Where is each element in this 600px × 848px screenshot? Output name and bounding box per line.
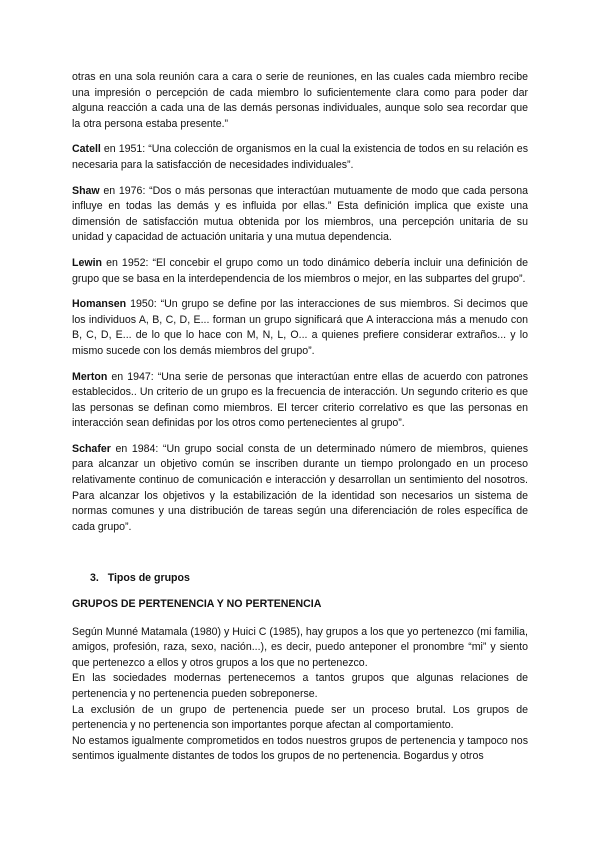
author-name: Lewin: [72, 256, 103, 269]
definition-lewin: [72, 256, 528, 287]
body-paragraph: La exclusión de un grupo de pertenencia puede ser un proceso brutal. Los grupos de pertenencia y no pertenencia son importantes porque afectan al comportamiento.: [72, 703, 528, 732]
body-paragraph: No estamos igualmente comprometidos en todos nuestros grupos de pertenencia y tampoco nos sentimos igualmente distantes de todos los grupos de no pertenencia. Bogardus y otros: [72, 734, 528, 763]
author-name: Merton: [72, 370, 108, 383]
definition-schafer: [72, 442, 528, 536]
definition-text: en 1952: “El concebir el grupo como un todo dinámico debería incluir una definición de grupo que se basa en la interdependencia de los miembros o mejor, en las subpartes del grupo”.: [72, 256, 528, 285]
author-name: Shaw: [72, 184, 100, 197]
subsection-title: GRUPOS DE PERTENENCIA Y NO PERTENENCIA: [72, 598, 322, 611]
author-name: Catell: [72, 143, 101, 156]
body-paragraph: En las sociedades modernas pertenecemos a tantos grupos que algunas relaciones de pertenencia y no pertenencia pueden sobreponerse.: [72, 672, 528, 700]
intro-paragraph: otras en una sola reunión cara a cara o serie de reuniones, en las cuales cada miembro recibe una impresión o percepción de cada miembro lo suficientemente clara como para poder dar alguna reacción a cada una de las demás personas individuales, aunque solo sea recordar que la otra persona estaba presente.”: [72, 71, 528, 130]
section-heading: [72, 571, 528, 587]
definition-merton: [72, 370, 528, 432]
definition-catell: [72, 142, 528, 173]
author-name: Homansen: [72, 298, 127, 311]
section-title: Tipos de grupos: [107, 572, 190, 585]
definition-shaw: [72, 184, 528, 246]
definition-text: en 1951: “Una colección de organismos en la cual la existencia de todos en su relación es necesaria para la satisfacción de necesidades individuales”.: [72, 143, 528, 171]
author-name: Schafer: [72, 442, 111, 455]
definition-text: en 1976: “Dos o más personas que interactúan mutuamente de modo que cada persona influye en todas las demás y es influida por ellas.” Esta definición implica que existe una dimensión de satisfacción mutua obtenida por los miembros, una percepción unitaria de su unidad y capacidad de actuación unitaria y una mutua dependencia.: [72, 184, 528, 244]
definition-homansen: [72, 297, 528, 359]
section-number: 3.: [90, 572, 99, 585]
definition-text: en 1984: “Un grupo social consta de un determinado número de miembros, quienes para alcanzar un objetivo común se inscriben durante un tiempo prolongado en un proceso relativamente continuo de comunicación e interacción y desarrollan un sentimiento del nosotros. Para alcanzar los objetivos y la estabilización de la identidad son necesarios un sistema de normas comunes y una distribución de tareas según una diferenciación de roles específica de cada grupo”.: [72, 442, 528, 533]
page-content: [72, 70, 528, 765]
body-paragraph: Según Munné Matamala (1980) y Huici C (1985), hay grupos a los que yo pertenezco (mi familia, amigos, profesión, raza, sexo, nación...), es decir, puedo anteponer el pronombre “mi” y siento que pertenezco a ellos y otros grupos a los que no pertenezco.: [72, 625, 528, 669]
definition-text: en 1947: “Una serie de personas que interactúan entre ellas de acuerdo con patrones establecidos.. Un criterio de un grupo es la frecuencia de interacción. Un segundo criterio es que las personas se definan como miembros. El tercer criterio correlativo es que las personas en interacción sean definidas por los otros como pertenecientes al grupo”.: [72, 370, 528, 430]
definition-text: 1950: “Un grupo se define por las interacciones de sus miembros. Si decimos que los individuos A, B, C, D, E... forman un grupo significará que A interacciona más a menudo con B, C, D, E... de lo que lo hace con M, N, L, O... a quienes prefiere considerar extraños... y lo mismo sucede con los demás miembros del grupo”.: [72, 298, 528, 357]
